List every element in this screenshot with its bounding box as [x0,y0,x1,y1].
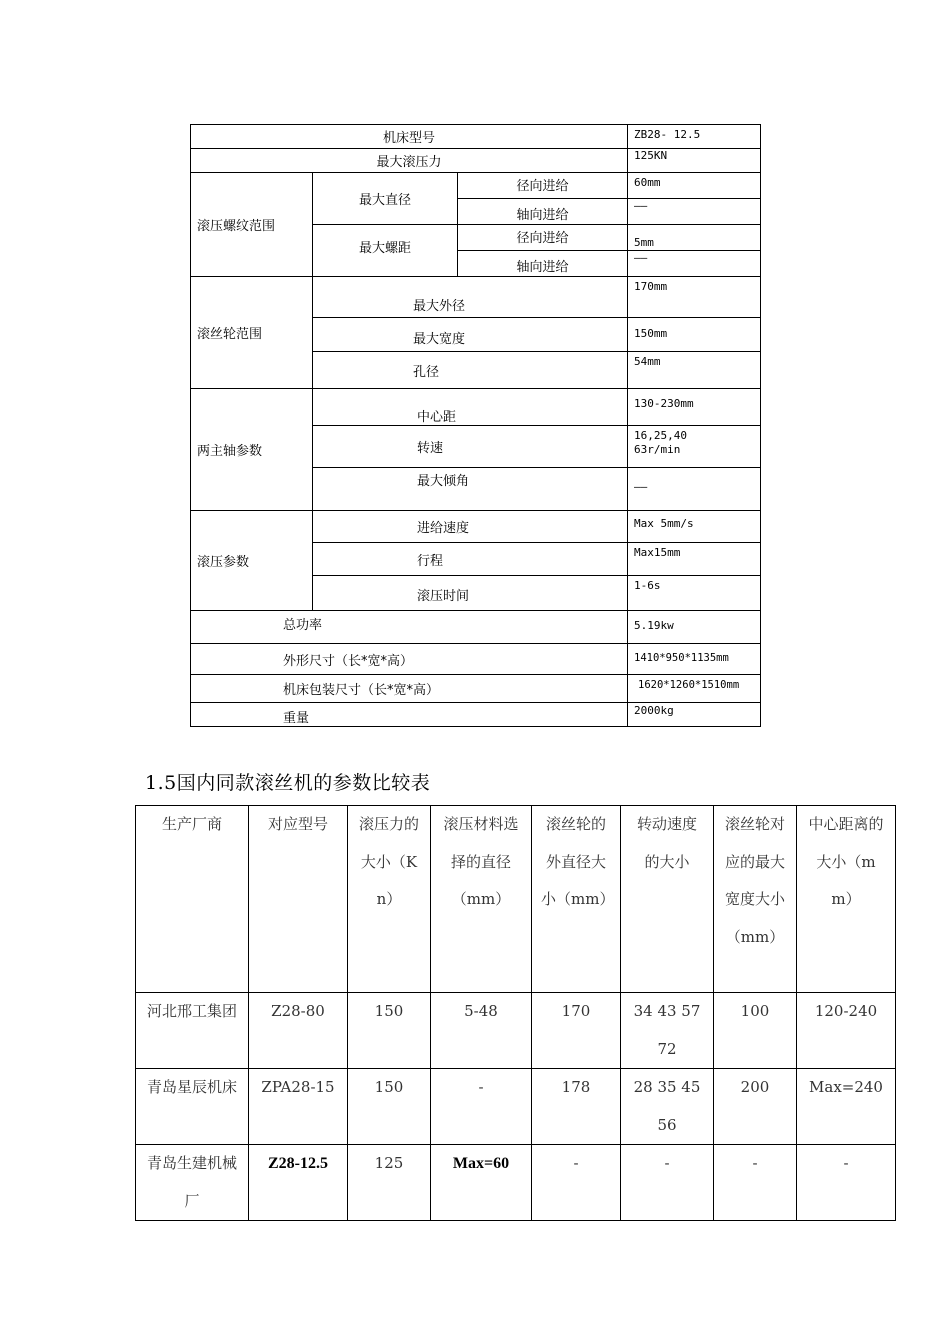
spec-label: 最大倾角 [313,468,628,511]
section-heading: 1.5国内同款滚丝机的参数比较表 [145,772,431,794]
spec-value: 5mm [628,225,761,251]
table-cell: 150 [348,993,431,1069]
spec-group-label: 滚压参数 [191,511,313,611]
table-cell: 河北邢工集团 [136,993,249,1069]
spec-value: 5.19kw [628,611,761,644]
spec-label: 最大宽度 [313,318,628,352]
comparison-header-row [136,806,896,993]
header-cell: 滚丝轮对应的最大宽度大小（mm） [714,806,797,993]
table-cell: - [431,1069,532,1145]
spec-label: 行程 [313,543,628,576]
spec-label: 滚压时间 [313,576,628,611]
spec-value: 1-6s [628,576,761,611]
spec-row-wheel-od [191,277,761,318]
table-cell: 34 43 57 72 [621,993,714,1069]
spec-value: Max15mm [628,543,761,576]
spec-value: 60mm [628,173,761,199]
comparison-row [136,1069,896,1145]
spec-value: 16,25,40 63r/min [628,426,761,468]
table-cell: 100 [714,993,797,1069]
spec-label: 转速 [313,426,628,468]
spec-feed-label: 径向进给 [458,225,628,251]
spec-group-label: 滚压螺纹范围 [191,173,313,277]
header-cell: 滚丝轮的外直径大小（mm） [532,806,621,993]
spec-group-label: 两主轴参数 [191,389,313,511]
header-cell: 滚压力的大小（Kn） [348,806,431,993]
spec-label: 最大滚压力 [191,149,628,173]
table-cell: ZPA28-15 [249,1069,348,1145]
table-cell: 150 [348,1069,431,1145]
spec-value: 1620*1260*1510mm [628,675,761,703]
comparison-row [136,1145,896,1221]
spec-value: 2000kg [628,703,761,727]
spec-row-weight [191,703,761,727]
table-cell: 5-48 [431,993,532,1069]
spec-value: Max 5mm/s [628,511,761,543]
spec-value: —— [628,468,761,511]
spec-label: 孔径 [313,352,628,389]
spec-label: 外形尺寸（长*宽*高） [191,644,628,675]
spec-value: 125KN [628,149,761,173]
spec-row-model [191,125,761,149]
table-cell: - [714,1145,797,1221]
table-cell: 178 [532,1069,621,1145]
header-cell: 转动速度的大小 [621,806,714,993]
spec-label: 重量 [191,703,628,727]
table-cell: 125 [348,1145,431,1221]
machine-spec-table [190,124,761,727]
spec-row-max-force [191,149,761,173]
spec-sublabel: 最大直径 [313,173,458,225]
spec-value: 130-230mm [628,389,761,426]
spec-feed-label: 轴向进给 [458,199,628,225]
spec-feed-label: 轴向进给 [458,251,628,277]
header-cell: 中心距离的大小（mm） [797,806,896,993]
table-cell: Z28-12.5 [249,1145,348,1221]
header-cell: 滚压材料选择的直径（mm） [431,806,532,993]
table-cell: Max=60 [431,1145,532,1221]
table-cell: 170 [532,993,621,1069]
table-cell: - [621,1145,714,1221]
spec-row-package [191,675,761,703]
table-cell: 青岛生建机械厂 [136,1145,249,1221]
table-cell: - [797,1145,896,1221]
spec-label: 机床型号 [191,125,628,149]
table-cell: - [532,1145,621,1221]
spec-group-label: 滚丝轮范围 [191,277,313,389]
spec-row-dimensions [191,644,761,675]
table-cell: Max=240 [797,1069,896,1145]
spec-label: 进给速度 [313,511,628,543]
spec-value: 1410*950*1135mm [628,644,761,675]
spec-label: 机床包装尺寸（长*宽*高） [191,675,628,703]
spec-value: 150mm [628,318,761,352]
spec-label: 最大外径 [313,277,628,318]
spec-label: 中心距 [313,389,628,426]
spec-row-spindle-center [191,389,761,426]
spec-sublabel: 最大螺距 [313,225,458,277]
spec-row-feed-speed [191,511,761,543]
comparison-table [135,805,896,1221]
table-cell: 200 [714,1069,797,1145]
table-cell: Z28-80 [249,993,348,1069]
spec-feed-label: 径向进给 [458,173,628,199]
header-cell: 生产厂商 [136,806,249,993]
spec-row-power [191,611,761,644]
spec-value: ZB28- 12.5 [628,125,761,149]
spec-row-thread-d-radial [191,173,761,199]
table-cell: 120-240 [797,993,896,1069]
table-cell: 28 35 45 56 [621,1069,714,1145]
spec-label: 总功率 [191,611,628,644]
comparison-row [136,993,896,1069]
spec-value: 170mm [628,277,761,318]
table-cell: 青岛星辰机床 [136,1069,249,1145]
spec-value: 54mm [628,352,761,389]
header-cell: 对应型号 [249,806,348,993]
spec-value: —— [628,251,761,277]
spec-value: —— [628,199,761,225]
